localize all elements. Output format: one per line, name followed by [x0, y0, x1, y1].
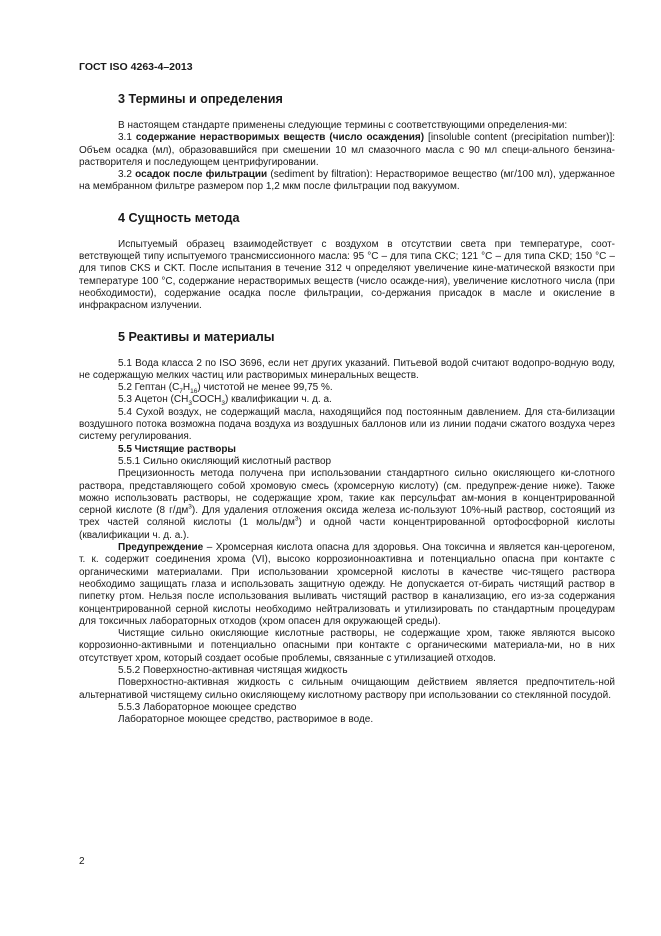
- document-header: ГОСТ ISO 4263-4–2013: [79, 61, 193, 73]
- text-run: 5.5.2 Поверхностно-активная чистящая жидкость: [118, 664, 348, 676]
- text-run: 5 Реактивы и материалы: [118, 329, 275, 344]
- text-run: 5.5.1 Сильно окисляющий кислотный раствор: [118, 455, 332, 467]
- text-run: – Хромсерная кислота опасна для здоровья. Она токсична и является кан-церогеном, т. к. содержит соединения хрома (VI), высоко коррозионноактивна и потенциально опасна при контакте с органическими материалами. При использовании хромсерной кислоты в качестве чис-тящего раствора необходимо защищать глаза и использовать защитную одежду. Не допускается от-бирать чистящий раствор в пипетку ртом. Нельзя после использования выливать чистящий раствор в канализацию, его из-за содержания концентрированной серной кислоты необходимо нейтрализовать и утилизировать по стандартным процедурам для токсичных лабораторных отходов (хром опасен для окружающей среды).: [79, 542, 615, 627]
- paragraph: [79, 702, 615, 714]
- subscript: 3: [188, 400, 192, 408]
- text-run: 4 Сущность метода: [118, 210, 240, 225]
- section-3-heading: [79, 92, 615, 107]
- bold-term: содержание нерастворимых веществ (число осаждения): [135, 132, 425, 144]
- paragraph: [79, 468, 615, 542]
- text-run: 5.2 Гептан (C: [118, 382, 180, 394]
- text-run: ) чистотой не менее 99,75 %.: [197, 382, 333, 394]
- paragraph: [79, 456, 615, 468]
- text-run: Лабораторное моющее средство, растворимое в воде.: [118, 714, 374, 726]
- text-run: 3.2: [118, 169, 136, 181]
- paragraph: [79, 394, 615, 406]
- text-run: COCH: [191, 394, 222, 406]
- paragraph: [79, 239, 615, 313]
- bold-term: осадок после фильтрации: [135, 169, 268, 181]
- text-run: ) и одной части концентрированной ортофосфорной кислоты (квалификации ч. д. а.).: [79, 517, 615, 541]
- paragraph: [79, 169, 615, 194]
- text-run: 3 Термины и определения: [118, 92, 283, 106]
- text-run: Чистящие сильно окисляющие кислотные растворы, не содержащие хром, также являются высоко коррозионно-активными и потенциально опасными при контакте с органическими материала-ми, но в них отсутствует хром, который создает особые проблемы, связанные с утилизацией отходов.: [79, 628, 615, 664]
- bold-term: 5.5 Чистящие растворы: [118, 443, 236, 455]
- paragraph: [79, 665, 615, 677]
- text-run: ). Для удаления отложения оксида железа ис-пользуют 10%-ный раствор, состоящий из трех частей соляной кислоты (1 моль/дм: [79, 505, 615, 529]
- paragraph: [79, 382, 615, 394]
- paragraph: [79, 407, 615, 444]
- supscript: 3: [188, 503, 192, 511]
- text-run: Прецизионность метода получена при использовании стандартного сильно окисляющего ки-слотного раствора, представляющего собой хромовую смесь (хромсерную кислоту) (см. предупреж-дение ниже). Также можно использовать растворы, не содержащие хром, такие как персульфат ам-мония в концентрированной серной кислоте (8 г/дм: [79, 468, 615, 517]
- text-run: 5.4 Сухой воздух, не содержащий масла, находящийся под постоянным давлением. Для ста-билизации воздушного потока возможна подача воздуха из воздушных баллонов или из линии подачи сжатого воздуха через систему регулирования.: [79, 406, 615, 443]
- paragraph: [79, 358, 615, 383]
- paragraph: [79, 120, 615, 132]
- paragraph: [79, 677, 615, 702]
- text-run: 5.5.3 Лабораторное моющее средство: [118, 701, 297, 713]
- section-4-heading: [79, 211, 615, 226]
- paragraph: [79, 444, 615, 456]
- text-run: В настоящем стандарте применены следующие термины с соответствующими определения-ми:: [118, 120, 568, 131]
- bold-term: Предупреждение: [118, 542, 204, 554]
- section-5-heading: [79, 330, 615, 345]
- subscript: 16: [190, 388, 198, 396]
- page-number: 2: [79, 856, 85, 867]
- paragraph: [79, 542, 615, 628]
- text-run: 3.1: [118, 132, 136, 144]
- text-run: [insoluble content (precipitation number)]: Объем осадка (мл), образовавшийся при смешении 10 мл смазочного масла с 90 мл специ-ального бензина-растворителя и последующем центрифугировании.: [79, 132, 616, 168]
- paragraph: [79, 714, 615, 726]
- text-run: 5.1 Вода класса 2 по ISO 3696, если нет других указаний. Питьевой водой считают водопро-водную воду, не содержащую мелких частиц или растворимых минеральных веществ.: [79, 357, 615, 381]
- text-run: Испытуемый образец взаимодействует с воздухом в отсутствии света при температуре, соот-ветствующей типу испытуемого трансмиссионного масла: 95 °C – для типа CKC; 121 °C – для типа CKD; 150 °C – для типов CKS и CKT. После испытания в течение 312 ч определяют увеличение кине-матической вязкости при температуре 100 °C, содержание нерастворимых веществ (число осажде-ния), увеличение кислотного числа (при необходимости), содержание осадка после фильтрации, со-держания присадок в масле и окисление в инфракрасном излучении.: [79, 238, 615, 312]
- paragraph: [79, 628, 615, 665]
- text-run: Поверхностно-активная жидкость с сильным очищающим действием является предпочтитель-ной альтернативой чистящему сильно окисляющему кислотному раствору при использовании со стеклянной посудой.: [79, 677, 615, 701]
- text-run: H: [182, 382, 191, 394]
- text-run: (sediment by filtration): Нерастворимое вещество (мг/100 мл), удержанное на мембранном фильтре размером пор 1,2 мкм после фильтрации под вакуумом.: [79, 169, 615, 193]
- text-run: 5.3 Ацетон (CH: [118, 394, 189, 406]
- paragraph: [79, 132, 615, 169]
- supscript: 3: [294, 516, 299, 524]
- text-run: ) квалификации ч. д. а.: [225, 394, 332, 406]
- subscript: 3: [221, 400, 226, 408]
- document-body: [79, 92, 615, 726]
- subscript: 7: [179, 388, 183, 396]
